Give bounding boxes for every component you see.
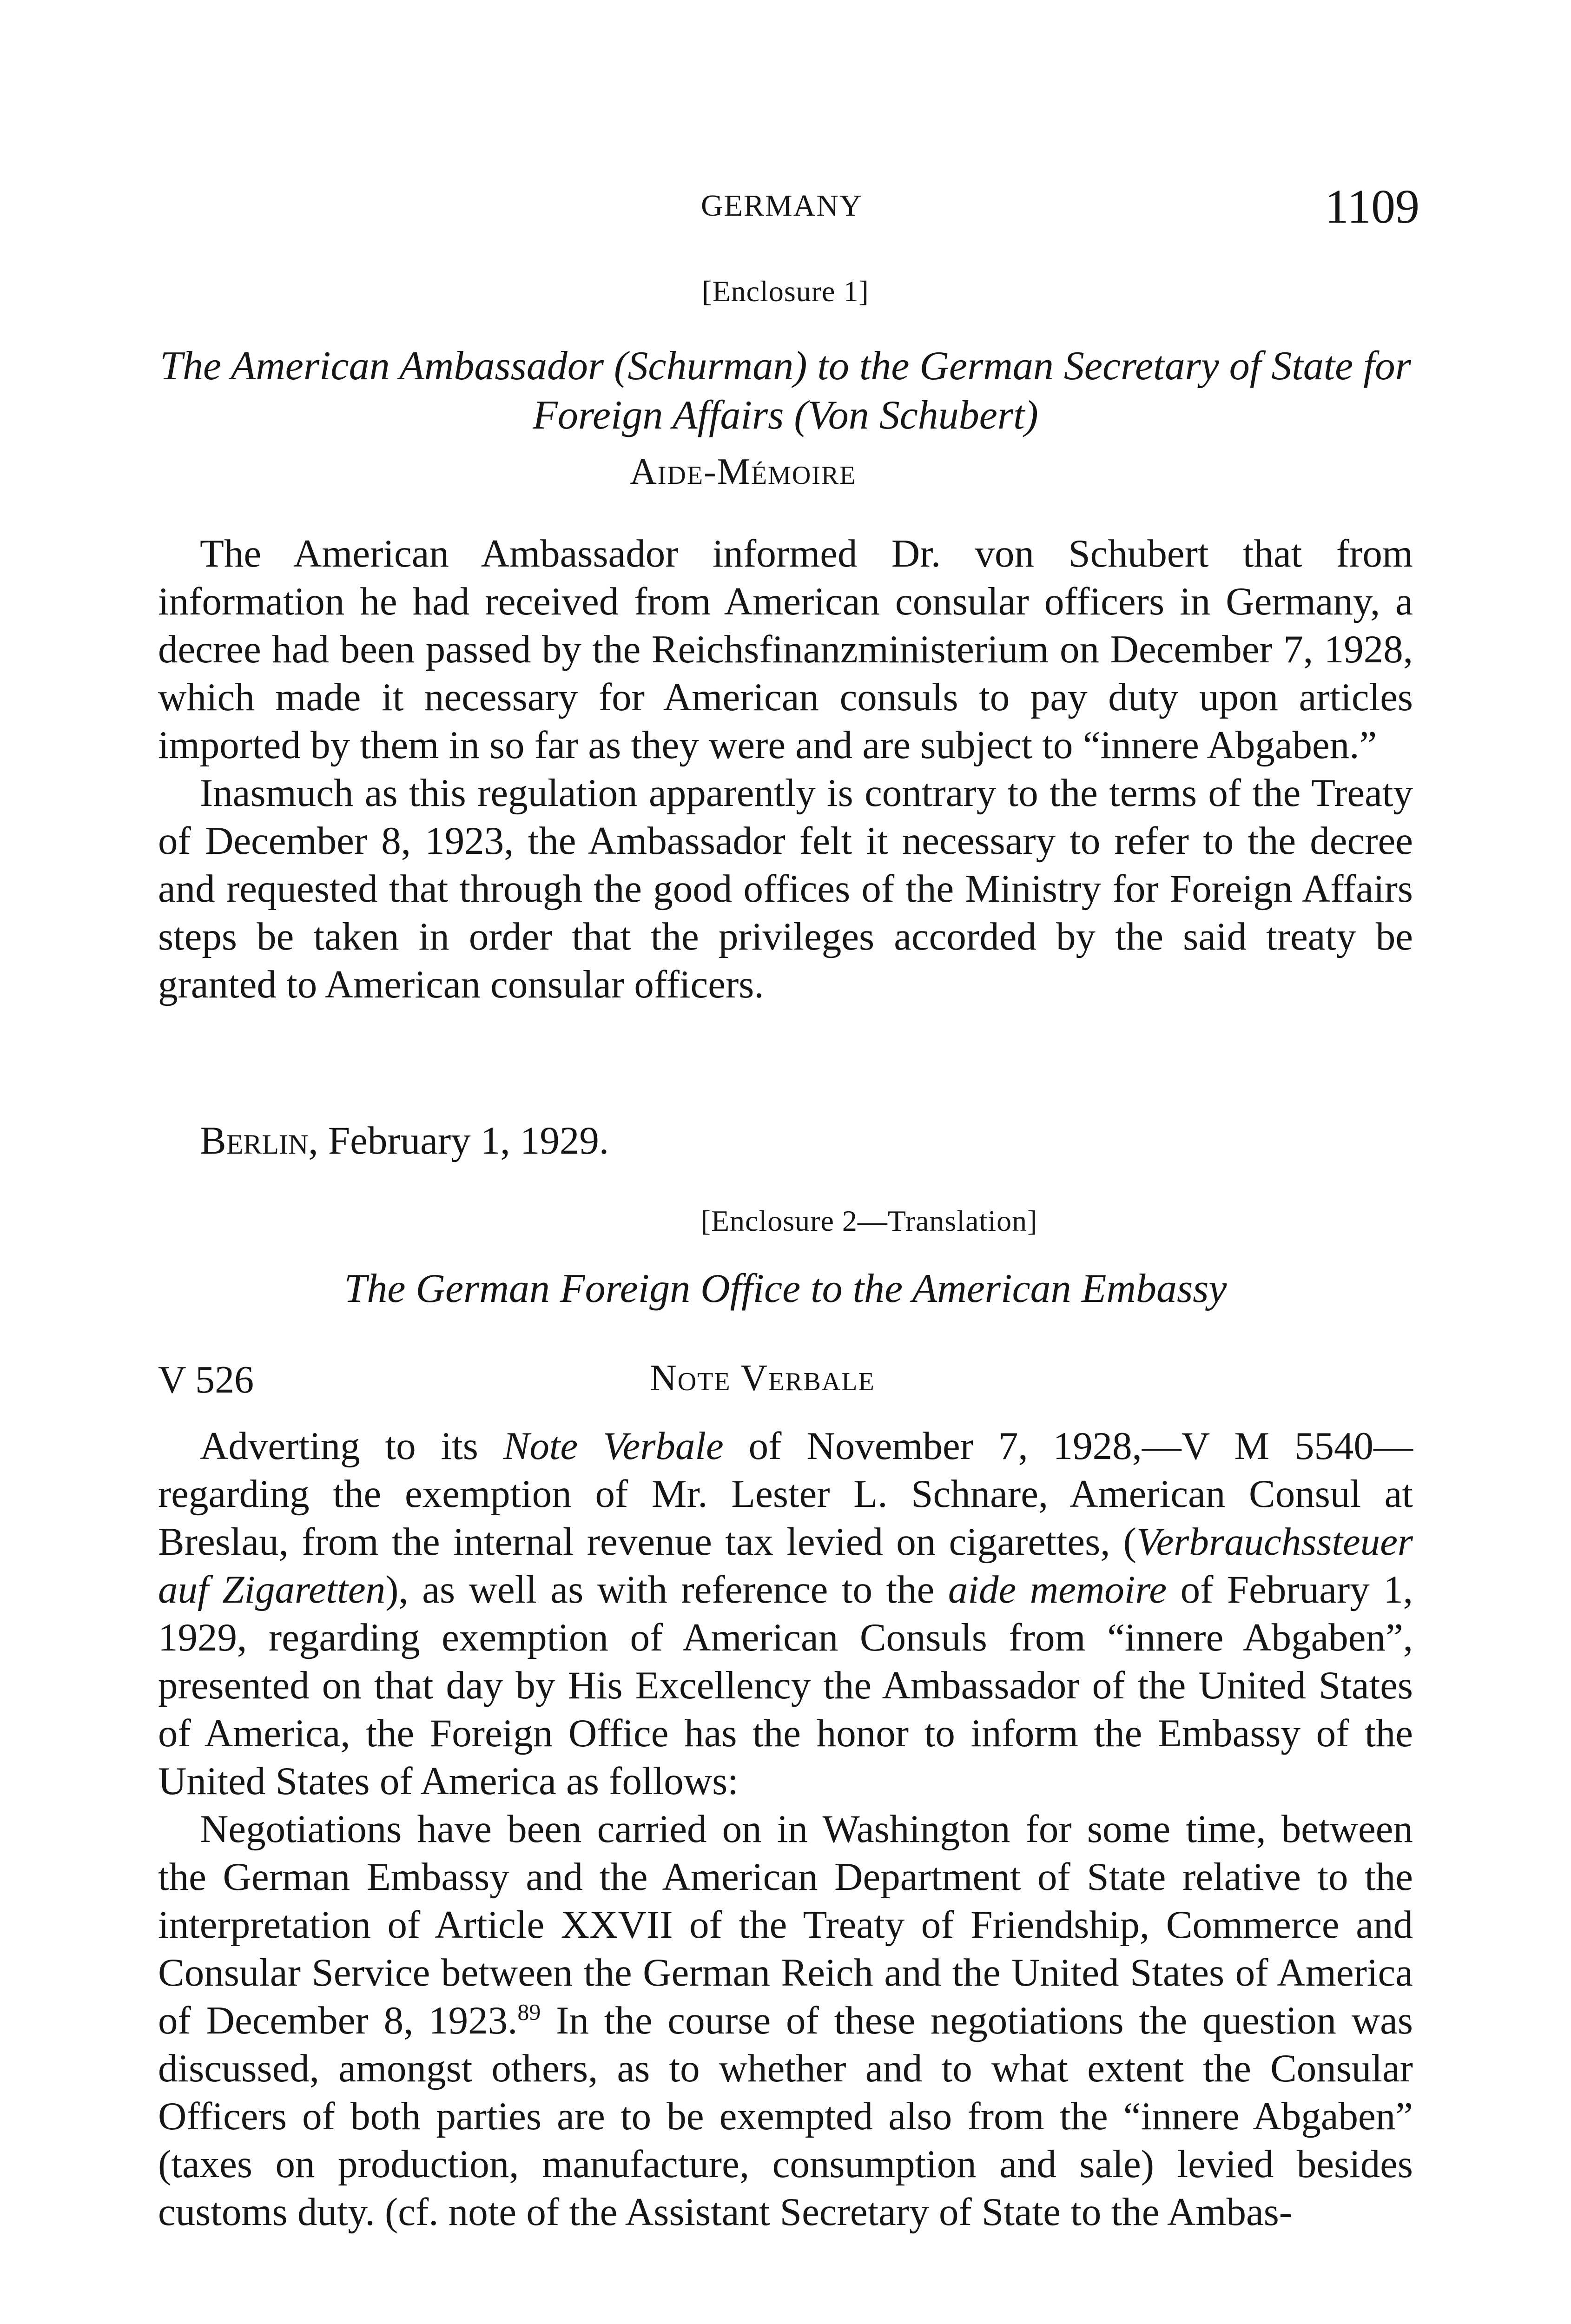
enclosure-1-body (158, 530, 1413, 1009)
enclosure-2-body (158, 1422, 1413, 2236)
text-run: Adverting to its (200, 1424, 503, 1468)
note-id: V 526 (158, 1358, 254, 1401)
text-run: Negotiations have been carried on in Washington for some time, between the German Embassy and the American Department of State relative to the interpretation of Article XXVII of the Treaty of Friendship, Commerce and Consular Service between the German Reich and the United States of America of December 8, 1923. (158, 1807, 1413, 2042)
enclosure-2-paragraph-2 (158, 1805, 1413, 2236)
enclosure-2-paragraph-1 (158, 1422, 1413, 1805)
italic-run: Note Verbale (503, 1424, 724, 1468)
dateline-city: Berlin (200, 1119, 309, 1162)
aide-memoire-heading: Aide-Mémoire (630, 451, 857, 492)
note-verbale-heading: Note Verbale (650, 1358, 875, 1399)
text-run: ), as well as with reference to the (385, 1568, 948, 1611)
text-run: of November 7, 1928,—V M 5540— regarding the exemption of Mr. Lester L. Schnare, American Consul at Breslau, from the internal revenue tax levied on cigarettes, ( (158, 1424, 1413, 1564)
enclosure-1-paragraph-1: The American Ambassador informed Dr. von Schubert that from information he had received from American consular officers in Germany, a decree had been passed by the Reichsfinanzministerium on December 7, 1928, which made it necessary for American consuls to pay duty upon articles imported by them in so far as they were and are subject to “innere Abgaben.” (158, 532, 1413, 767)
footnote-reference: 89 (517, 1999, 541, 2025)
running-head: GERMANY (701, 189, 863, 223)
italic-run: aide memoire (948, 1568, 1167, 1611)
enclosure-1-title: The American Ambassador (Schurman) to the German Secretary of State for Foreign Affairs (Von Schubert) (160, 343, 1411, 438)
enclosure-2-title: The German Foreign Office to the American Embassy (344, 1266, 1227, 1311)
text-run: In the course of these negotiations the question was discussed, amongst others, as to whether and to what extent the Consular Officers of both parties are to be exempted also from the “innere Abgaben” (taxes on production, manufacture, consumption and sale) levied besides customs duty. (cf. note of the Assistant Secretary of State to the Ambas- (158, 1999, 1413, 2234)
text-run: of February 1, 1929, regarding exemption of American Consuls from “innere Abgaben”, presented on that day by His Excellency the Ambassador of the United States of America, the Foreign Office has the honor to inform the Embassy of the United States of America as follows: (158, 1568, 1413, 1803)
italic-run: Verbrauchssteuer auf Zigaretten (158, 1520, 1413, 1611)
enclosure-2-label: [Enclosure 2—Translation] (700, 1204, 1038, 1237)
dateline-date: , February 1, 1929. (308, 1119, 609, 1162)
enclosure-1-paragraph-2: Inasmuch as this regulation apparently is contrary to the terms of the Treaty of December 8, 1923, the Ambassador felt it necessary to refer to the decree and requested that through the good offices of the Ministry for Foreign Affairs steps be taken in order that the privileges accorded by the said treaty be granted to American consular officers. (158, 771, 1413, 1006)
page-number: 1109 (1325, 180, 1420, 233)
dateline (200, 1118, 609, 1163)
enclosure-1-label: [Enclosure 1] (702, 275, 869, 308)
